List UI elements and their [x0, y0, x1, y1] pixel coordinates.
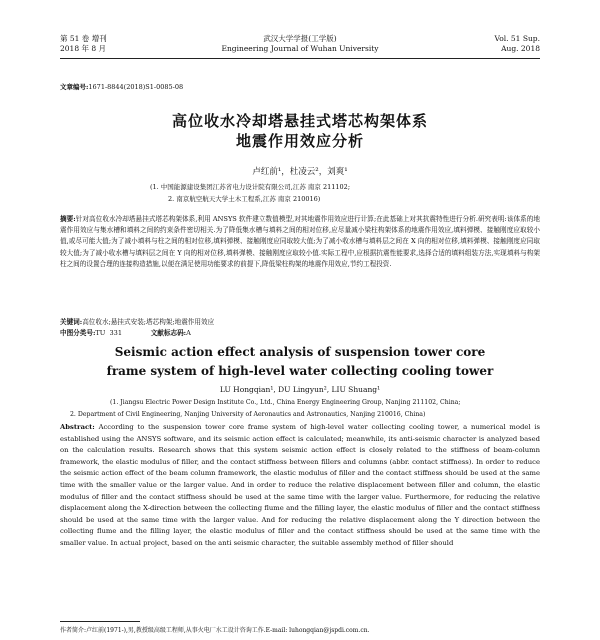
abstract-zh: [60, 214, 540, 270]
classification-zh: 中图分类号:TU 331 文献标志码:A: [60, 329, 191, 337]
author-footnote: 作者简介:卢红前(1971-),男,教授级高级工程师,从事火电厂水工设计咨询工作.E-mail: luhongqian@jspdi.com.cn.: [60, 627, 370, 634]
header-volume-en: Vol. 51 Sup. Aug. 2018: [494, 34, 540, 53]
footnote-rule: [60, 621, 140, 622]
title-en-line2: frame system of high-level water collecting cooling tower: [106, 364, 494, 378]
affiliation-zh-1: (1. 中国能源建设集团江苏省电力设计院有限公司,江苏 南京 211102;: [150, 183, 351, 191]
article-id: 文章编号:1671-8844(2018)S1-0085-08: [60, 83, 184, 91]
authors-en: LU Hongqian¹, DU Lingyun², LIU Shuang¹: [219, 385, 381, 394]
authors-zh: 卢红前¹，杜凌云²，刘爽¹: [252, 167, 348, 177]
affiliation-en-2: 2. Department of Civil Engineering, Nanjing University of Aeronautics and Astronautics, Nanjing 210016, China): [70, 411, 426, 418]
title-zh-line1: 高位收水冷却塔悬挂式塔芯构架体系: [171, 112, 428, 130]
running-header: [60, 34, 540, 56]
keywords-zh: 关键词:高位收水;悬挂式安装;塔芯构架;地震作用效应: [60, 318, 215, 326]
abstract-zh-text: 针对高位收水冷却塔悬挂式塔芯构架体系,利用 ANSYS 软件建立数值模型,对其地震作用效应进行计算;在此基础上对其抗震特性进行分析.研究表明:该体系的地震作用效应与集水槽和填料之间的约束条件密切相关.为了降低集水槽与填料之间的相对位移,应尽量减小梁柱构架体系的地震作用效应,填料弹模、接触刚度应取较小值,或尽可能大值;为了减小填料与柱之间的相对位移,填料弹模、接触刚度应同取较大值;为了减小收水槽与填料层之间在 X 向的相对位移,填料弹模、接触刚度应同取较大值;为了减小收水槽与填料层之间在 Y 向的相对位移,填料弹模、接触刚度应取较小值.实际工程中,应根据抗震性能要求,选择合适的填料组装方法,实现填料与构架柱之间的设置合理的连接构造措施,以便在满足使用功能要求的前提下,降低梁柱构架的地震作用效应,节约工程投资.: [60, 215, 540, 268]
abstract-en-text: According to the suspension tower core frame system of high-level water collecting cooling tower, a numerical model is established using the ANSYS software, and its seismic action effect is calculated; meanwhile, its anti-seismic character is analyzed based on the calculation results. Research shows that this system seismic action effect is closely related to the stiffness of beam-column framework, the elastic modulus of filler, and the contact stiffness between fillers and columns (abbr. contact stiffness). In order to reduce the seismic action effect of the beam column framework, the elastic modulus of filler and the contact stiffness should be used at the same time with the smaller value or the larger value. And in order to reduce the relative displacement between filler and column, the elastic modulus of filler and the contact stiffness should be used at the same time with the larger value. Furthermore, for reducing the relative displacement along the X-direction between the collecting flume and the filling layer, the elastic modulus of filler and the contact stiffness should be used at the same time with the larger value. And for reducing the relative displacement along the Y direction between the collecting flume and the filling layer, the elastic modulus of filler and the contact stiffness should be used at the same time with the smaller value. In actual project, based on the anti seismic character, the suitable assembly method of filler should: [60, 423, 540, 547]
header-journal: 武汉大学学报(工学版) Engineering Journal of Wuhan University: [221, 34, 379, 53]
affiliation-zh-2: 2. 南京航空航天大学土木工程系,江苏 南京 210016): [168, 195, 321, 203]
header-rule: [60, 58, 540, 59]
affiliation-en-1: (1. Jiangsu Electric Power Design Institute Co., Ltd., China Energy Engineering Group, Nanjing 211102, China;: [110, 399, 461, 406]
title-en-line1: Seismic action effect analysis of suspension tower core: [114, 345, 486, 359]
abstract-en-label: Abstract:: [60, 423, 95, 431]
title-zh-line2: 地震作用效应分析: [235, 132, 364, 150]
header-volume: 第 51 卷 增刊 2018 年 8 月: [60, 34, 107, 53]
abstract-en: [60, 422, 540, 550]
abstract-zh-label: 摘要:: [60, 215, 76, 223]
